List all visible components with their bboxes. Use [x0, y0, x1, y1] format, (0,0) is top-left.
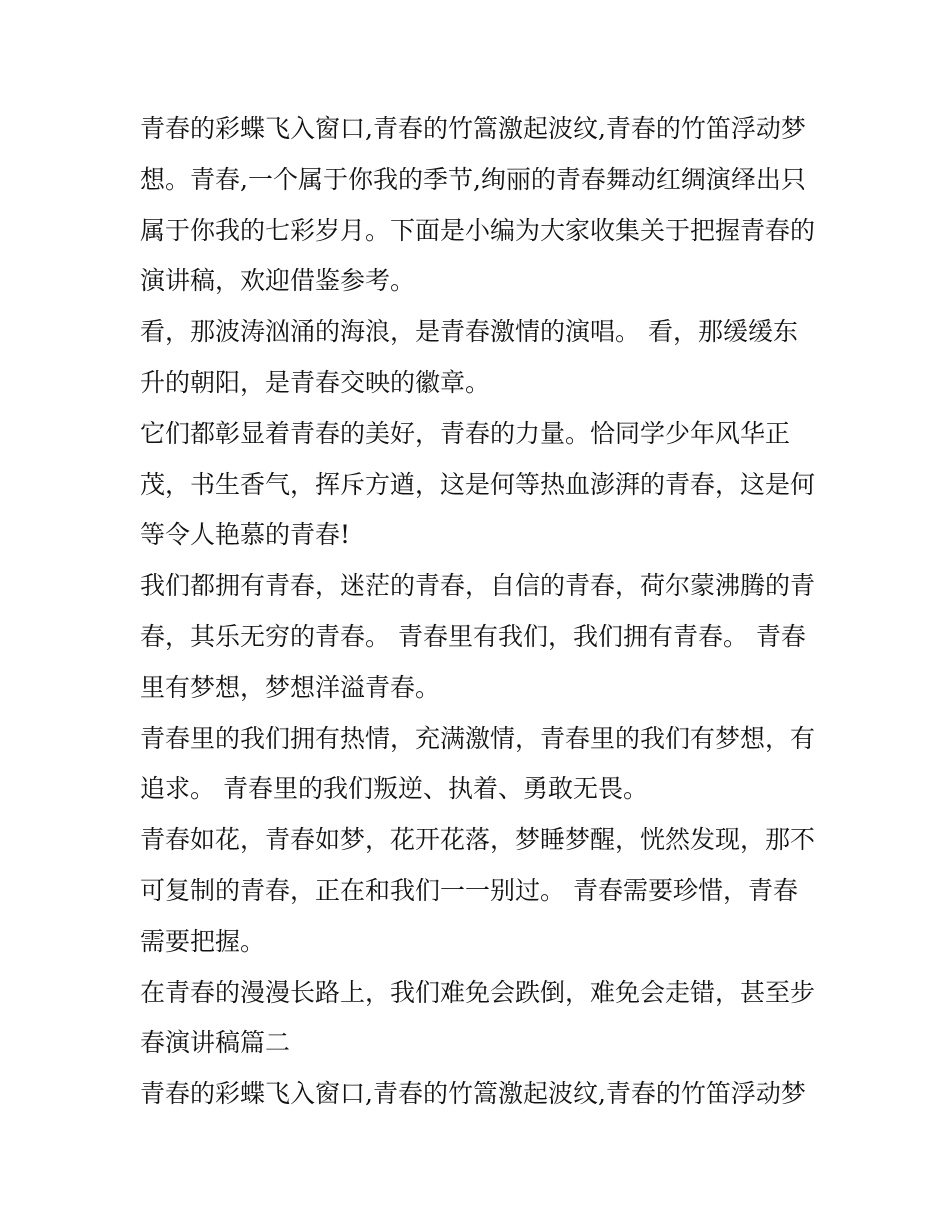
section-heading: 春演讲稿篇二 — [140, 1028, 291, 1058]
text-line: 青春里的我们拥有热情，充满激情，青春里的我们有梦想，有 — [140, 723, 816, 753]
text-line: 升的朝阳，是青春交映的徽章。 — [140, 367, 491, 397]
text-line: 可复制的青春，正在和我们一一别过。 青春需要珍惜，青春 — [140, 875, 798, 905]
document-body — [140, 104, 820, 1120]
text-line: 茂，书生香气，挥斥方遒，这是何等热血澎湃的青春，这是何 — [140, 469, 816, 499]
text-line: 属于你我的七彩岁月。下面是小编为大家收集关于把握青春的 — [140, 215, 816, 245]
text-line: 看，那波涛汹涌的海浪，是青春激情的演唱。 看，那缓缓东 — [140, 317, 798, 347]
text-line: 演讲稿，欢迎借鉴参考。 — [140, 266, 416, 296]
text-line: 里有梦想，梦想洋溢青春。 — [140, 672, 441, 702]
text-line: 青春如花，青春如梦，花开花落，梦睡梦醒，恍然发现，那不 — [140, 825, 816, 855]
text-line: 追求。 青春里的我们叛逆、执着、勇敢无畏。 — [140, 774, 648, 804]
text-line: 等令人艳慕的青春! — [140, 520, 351, 550]
text-line: 春，其乐无穷的青春。 青春里有我们，我们拥有青春。 青春 — [140, 621, 806, 651]
text-line: 它们都彰显着青春的美好，青春的力量。恰同学少年风华正 — [140, 418, 791, 448]
text-line: 我们都拥有青春，迷茫的青春，自信的青春，荷尔蒙沸腾的青 — [140, 571, 816, 601]
text-line: 需要把握。 — [140, 926, 266, 956]
text-line: 想。青春,一个属于你我的季节,绚丽的青春舞动红绸演绎出只 — [140, 164, 806, 194]
text-line: 在青春的漫漫长路上，我们难免会跌倒，难免会走错，甚至步 — [140, 977, 816, 1007]
text-line: 青春的彩蝶飞入窗口,青春的竹篙激起波纹,青春的竹笛浮动梦 — [140, 1079, 806, 1109]
text-line: 青春的彩蝶飞入窗口,青春的竹篙激起波纹,青春的竹笛浮动梦 — [140, 114, 806, 143]
